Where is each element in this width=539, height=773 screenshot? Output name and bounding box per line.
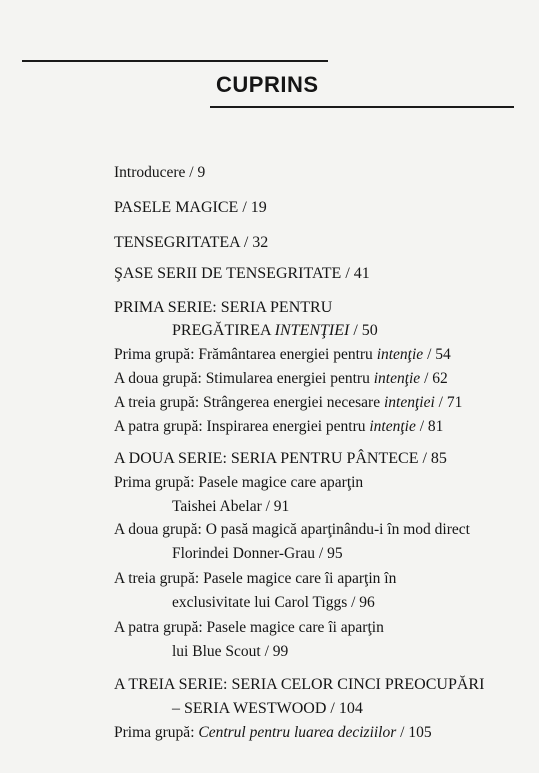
toc-entry-grupa-2-3-cont: exclusivitate lui Carol Tiggs / 96 [172, 594, 375, 611]
page-title: CUPRINS [216, 72, 319, 97]
toc-page-number: / 54 [423, 346, 451, 363]
toc-italic-text: intenţiei [383, 394, 435, 411]
toc-entry-a-treia-serie: A TREIA SERIE: SERIA CELOR CINCI PREOCUPĂRI [114, 676, 485, 693]
toc-entry-grupa-1-3 [114, 394, 462, 412]
toc-entry-grupa-1-1 [114, 346, 451, 364]
toc-text: PREGĂTIREA [172, 322, 275, 339]
toc-text: Prima grupă: [114, 724, 199, 741]
toc-entry-grupa-2-1-cont: Taishei Abelar / 91 [172, 498, 290, 515]
toc-entry-grupa-2-2: A doua grupă: O pasă magică aparţinându-i în mod direct [114, 521, 470, 538]
toc-entry-prima-serie: PRIMA SERIE: SERIA PENTRU [114, 299, 333, 316]
toc-entry-grupa-1-2 [114, 370, 448, 388]
toc-entry-tensegritatea: TENSEGRITATEA / 32 [114, 234, 269, 251]
toc-page-number: / 81 [415, 418, 444, 435]
toc-entry-grupa-2-1: Prima grupă: Pasele magice care aparţin [114, 474, 364, 491]
toc-entry-grupa-2-2-cont: Florindei Donner-Grau / 95 [172, 545, 343, 562]
toc-entry-a-doua-serie: A DOUA SERIE: SERIA PENTRU PÂNTECE / 85 [114, 450, 447, 467]
toc-page-number: / 50 [349, 322, 378, 339]
toc-entry-grupa-2-3: A treia grupă: Pasele magice care îi aparţin în [114, 570, 397, 587]
toc-text: A doua grupă: Stimularea energiei pentru [114, 370, 374, 387]
toc-page-number: / 62 [420, 370, 448, 387]
toc-italic-text: Centrul pentru luarea deciziilor [198, 724, 397, 741]
toc-entry-pasele-magice: PASELE MAGICE / 19 [114, 199, 267, 216]
toc-entry-introducere: Introducere / 9 [114, 164, 206, 181]
toc-italic-text: intenţie [369, 418, 416, 435]
toc-page-number: / 71 [434, 394, 463, 411]
toc-text: Prima grupă: Frământarea energiei pentru [114, 346, 377, 363]
toc-italic-text: intenţie [376, 346, 424, 363]
toc-entry-grupa-2-4: A patra grupă: Pasele magice care îi aparţin [114, 619, 384, 636]
toc-entry-sase-serii: ŞASE SERII DE TENSEGRITATE / 41 [114, 265, 370, 282]
toc-entry-grupa-1-4 [114, 418, 443, 436]
toc-entry-prima-serie-cont [172, 322, 378, 340]
toc-entry-a-treia-serie-cont: – SERIA WESTWOOD / 104 [172, 700, 363, 717]
toc-entry-grupa-3-1 [114, 724, 432, 742]
toc-page-number: / 105 [396, 724, 432, 741]
toc-text: A treia grupă: Strângerea energiei necesare [114, 394, 384, 411]
toc-italic-text: intenţie [373, 370, 421, 387]
toc-italic-text: INTENŢIEI [274, 322, 350, 339]
toc-entry-grupa-2-4-cont: lui Blue Scout / 99 [172, 643, 289, 660]
toc-text: A patra grupă: Inspirarea energiei pentru [114, 418, 370, 435]
